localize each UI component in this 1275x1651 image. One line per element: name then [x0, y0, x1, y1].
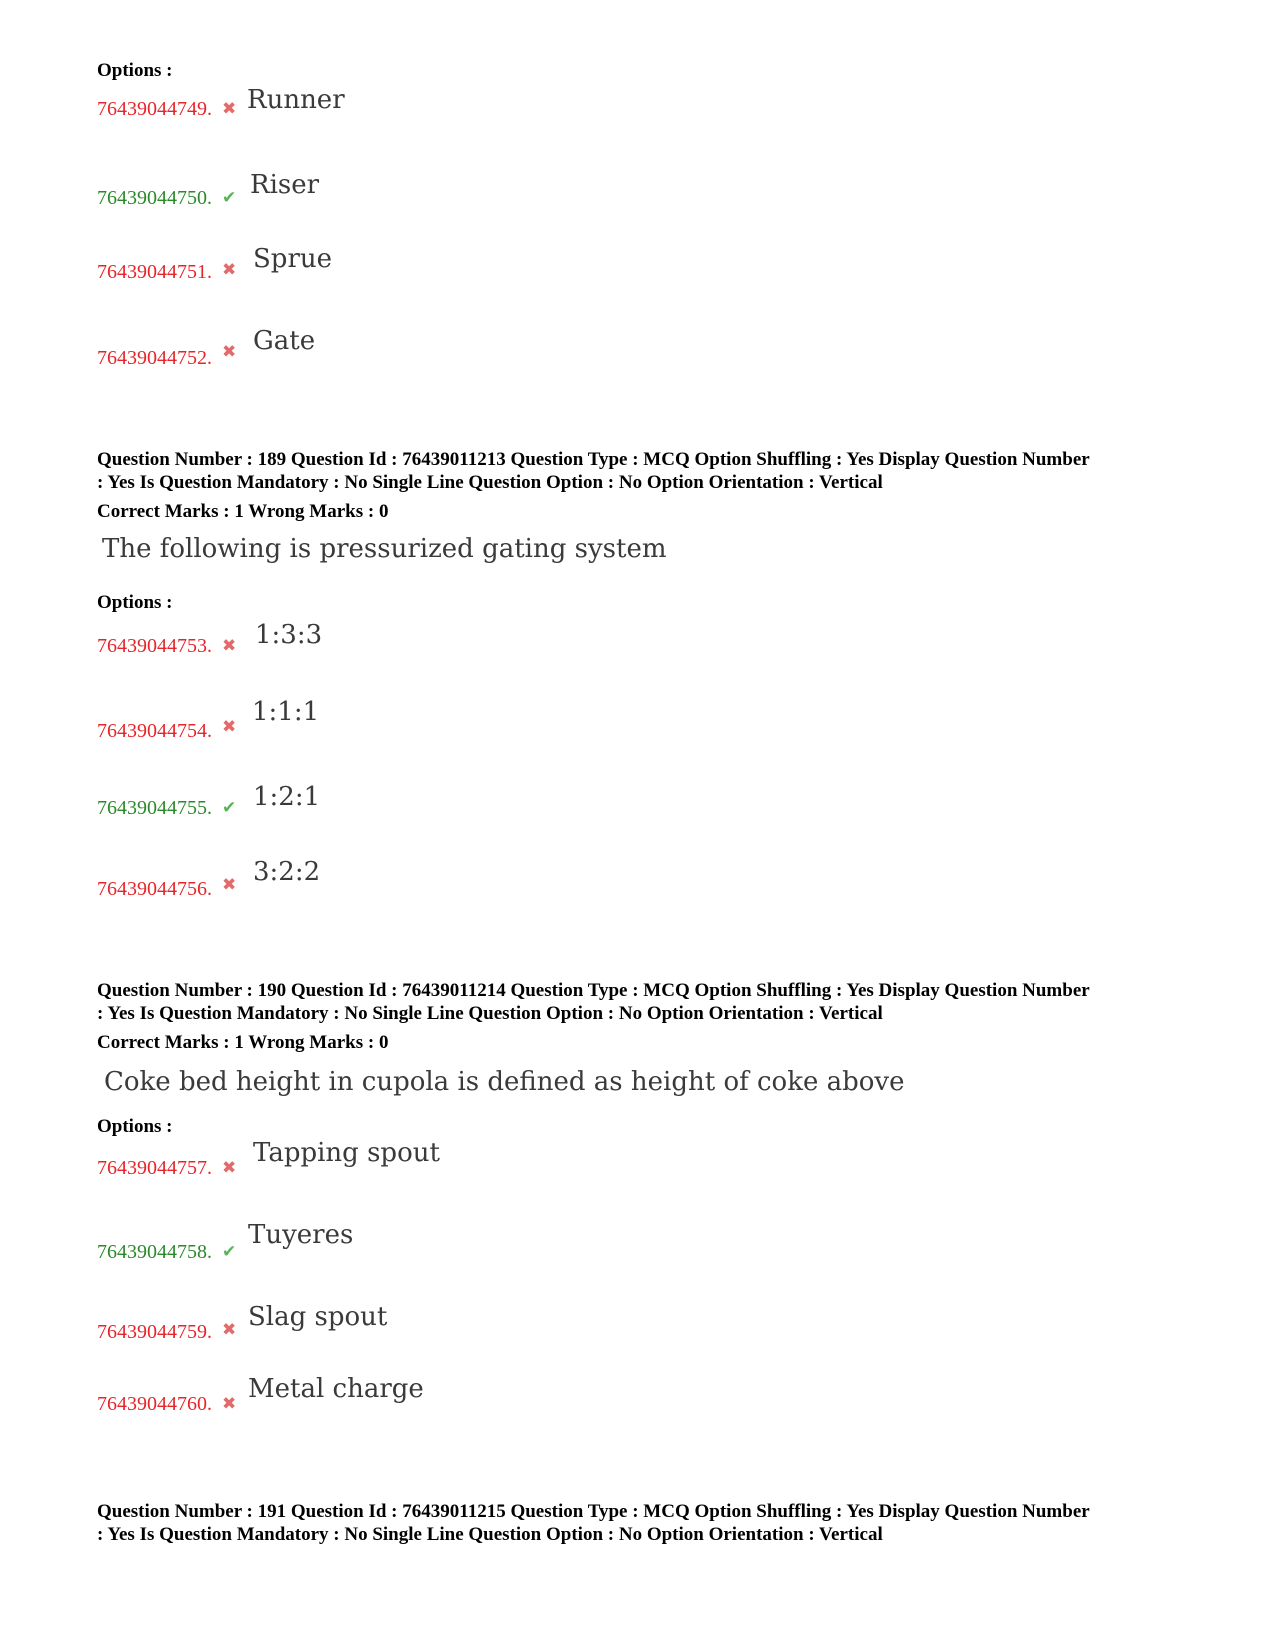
option-row	[97, 150, 697, 210]
cross-icon: ✖	[222, 1158, 237, 1178]
option-text: 3:2:2	[253, 857, 321, 887]
option-text: Slag spout	[248, 1302, 388, 1332]
option-row	[97, 1356, 697, 1416]
option-row	[97, 1120, 697, 1180]
option-id: 76439044759.	[97, 1321, 212, 1343]
question-text: The following is pressurized gating system	[102, 534, 667, 564]
option-text: Riser	[250, 170, 320, 200]
cross-icon: ✖	[222, 260, 237, 280]
option-row	[97, 1204, 697, 1264]
option-id: 76439044753.	[97, 635, 212, 657]
cross-icon: ✖	[222, 342, 237, 362]
options-label: Options :	[97, 60, 173, 81]
option-id: 76439044751.	[97, 261, 212, 283]
option-row	[97, 224, 697, 284]
option-row	[97, 310, 697, 370]
options-label: Options :	[97, 1116, 173, 1137]
question-meta: Question Number : 189 Question Id : 76439011213 Question Type : MCQ Option Shuffling : Yes Display Question Number : Yes Is Question Mandatory : No Single Line Question Option : No Option Orientation : Vertical	[97, 449, 1090, 493]
option-text: Runner	[247, 85, 345, 115]
check-icon: ✔	[222, 188, 237, 208]
question-meta: Question Number : 190 Question Id : 76439011214 Question Type : MCQ Option Shuffling : Yes Display Question Number : Yes Is Question Mandatory : No Single Line Question Option : No Option Orientation : Vertical	[97, 980, 1090, 1024]
option-id: 76439044755.	[97, 797, 212, 819]
question-marks: Correct Marks : 1 Wrong Marks : 0	[97, 501, 389, 522]
option-text: Tuyeres	[248, 1220, 354, 1250]
option-id: 76439044749.	[97, 98, 212, 120]
option-text: Gate	[253, 326, 316, 356]
option-id: 76439044756.	[97, 878, 212, 900]
check-icon: ✔	[222, 798, 237, 818]
option-text: Sprue	[253, 244, 333, 274]
option-row	[97, 683, 697, 743]
cross-icon: ✖	[222, 1320, 237, 1340]
option-text: Tapping spout	[253, 1138, 440, 1168]
option-row	[97, 598, 697, 658]
question-marks: Correct Marks : 1 Wrong Marks : 0	[97, 1032, 389, 1053]
option-text: 1:2:1	[253, 782, 321, 812]
option-row	[97, 760, 697, 820]
cross-icon: ✖	[222, 99, 237, 119]
option-text: 1:1:1	[252, 697, 320, 727]
option-id: 76439044760.	[97, 1393, 212, 1415]
option-id: 76439044750.	[97, 187, 212, 209]
cross-icon: ✖	[222, 636, 237, 656]
option-id: 76439044754.	[97, 720, 212, 742]
check-icon: ✔	[222, 1242, 237, 1262]
options-label: Options :	[97, 592, 173, 613]
option-text: 1:3:3	[255, 620, 323, 650]
option-id: 76439044758.	[97, 1241, 212, 1263]
cross-icon: ✖	[222, 875, 237, 895]
option-id: 76439044757.	[97, 1157, 212, 1179]
question-text: Coke bed height in cupola is defined as height of coke above	[104, 1067, 905, 1097]
option-row	[97, 841, 697, 901]
option-id: 76439044752.	[97, 347, 212, 369]
option-row	[97, 61, 697, 121]
option-text: Metal charge	[248, 1374, 424, 1404]
option-row	[97, 1284, 697, 1344]
cross-icon: ✖	[222, 1394, 237, 1414]
question-meta: Question Number : 191 Question Id : 76439011215 Question Type : MCQ Option Shuffling : Yes Display Question Number : Yes Is Question Mandatory : No Single Line Question Option : No Option Orientation : Vertical	[97, 1501, 1090, 1545]
cross-icon: ✖	[222, 717, 237, 737]
